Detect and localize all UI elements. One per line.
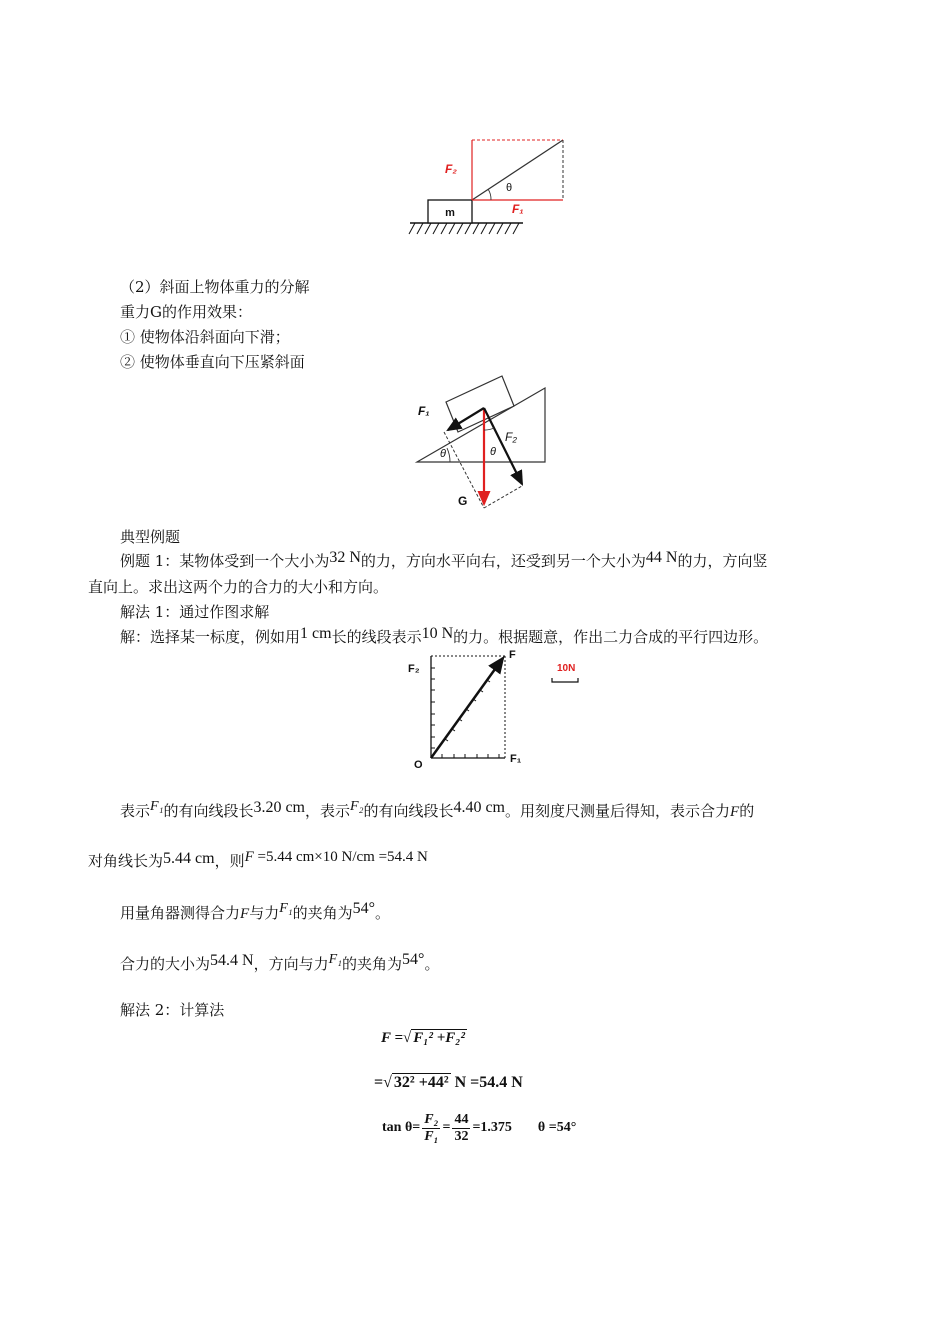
fig2-theta-left: θ: [440, 448, 446, 460]
figure-incline-decomposition: [410, 368, 555, 513]
fig2-f1-label: F₁: [418, 404, 430, 418]
fig3-f1-label: F₁: [510, 753, 522, 765]
block-label: m: [445, 207, 455, 219]
method1-heading: 解法 1：通过作图求解: [120, 603, 270, 621]
section-heading: （2）斜面上物体重力的分解: [120, 278, 310, 296]
example-question-line2: 直向上。求出这两个力的合力的大小和方向。: [88, 578, 389, 596]
figure-parallelogram: [400, 644, 590, 772]
effects-title: 重力G的作用效果：: [120, 303, 252, 321]
example-heading: 典型例题: [120, 528, 181, 546]
measure-line2: 对角线长为5.44 cm，则F =5.44 cm×10 N/cm =54.4 N: [88, 849, 428, 870]
effect-item-2: ② 使物体垂直向下压紧斜面: [120, 353, 305, 371]
effect-item-1: ① 使物体沿斜面向下滑；: [120, 328, 290, 346]
fig1-f2-label: F₂: [445, 162, 457, 176]
fig2-g-label: G: [458, 494, 468, 508]
equation-1: F =√ F₁² +F₂²: [381, 1030, 466, 1046]
scale-bar: [552, 678, 578, 682]
fig3-f-label: F: [509, 649, 516, 661]
example-question-line1: 例题 1：某物体受到一个大小为32 N的力，方向水平向右，还受到另一个大小为44 N的力，方向竖: [120, 549, 768, 570]
measure-line4: 合力的大小为54.4 N，方向与力F₁的夹角为54°。: [120, 951, 440, 973]
method2-heading: 解法 2：计算法: [120, 1001, 225, 1019]
fig1-f1-label: F₁: [512, 202, 524, 216]
fig1-theta-label: θ: [506, 182, 513, 194]
fig2-theta-right: θ: [490, 446, 496, 458]
fig3-o-label: O: [414, 759, 423, 771]
fig3-f2-label: F₂: [408, 663, 420, 675]
fig2-f2-label: F₂: [505, 430, 517, 444]
figure-force-decomposition-horizontal: [405, 132, 580, 247]
scale-label: 10N: [557, 663, 576, 674]
equation-3: tan θ= $\frac{\text{F₂}}{\text{F₁}}$ = $\frac{44}{32}$ =1.375 θ =54°: [382, 1111, 577, 1144]
equation-2: =√ 32² +44² N =54.4 N: [374, 1074, 523, 1091]
solution-line: 解：选择某一标度，例如用1 cm长的线段表示10 N的力。根据题意，作出二力合成的平行四边形。: [120, 625, 769, 646]
measure-line3: 用量角器测得合力F与力F₁的夹角为54°。: [120, 900, 391, 922]
measure-line1: 表示F₁的有向线段长3.20 cm，表示F₂的有向线段长4.40 cm。用刻度尺测量后得知，表示合力F的: [120, 799, 755, 820]
